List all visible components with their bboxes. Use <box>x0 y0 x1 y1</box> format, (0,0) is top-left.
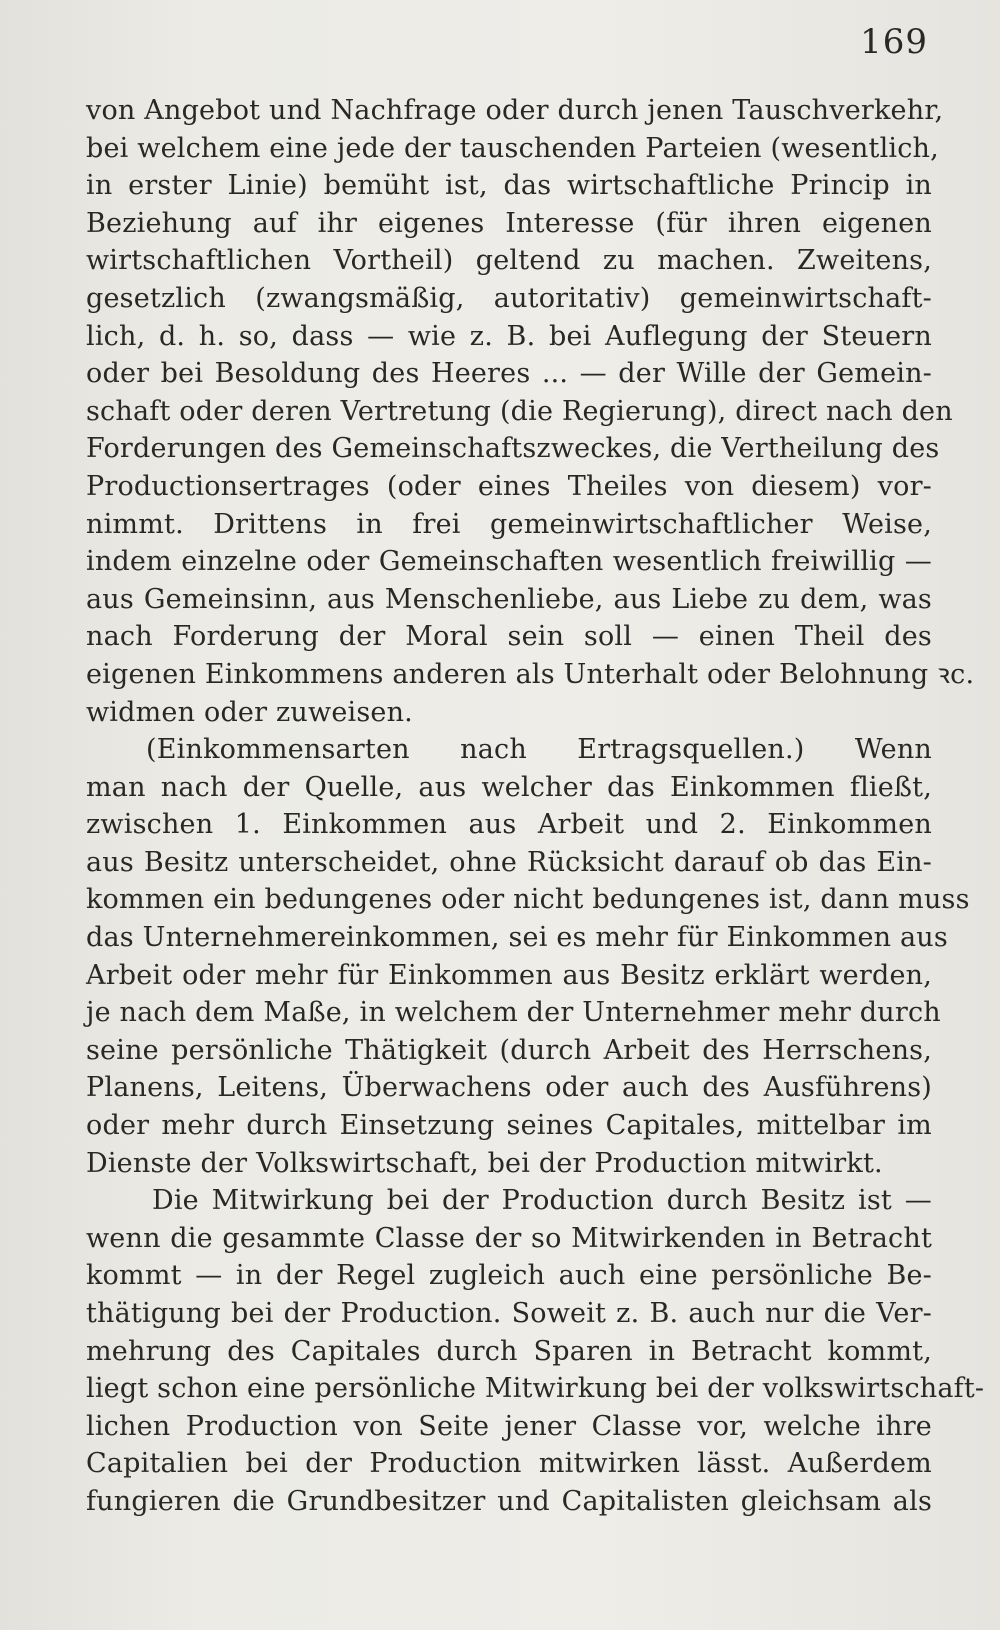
text-line: nimmt. Drittens in frei gemeinwirtschaftlicher Weise, <box>86 508 932 540</box>
text-line: Productionsertrages (oder eines Theiles von diesem) vor- <box>86 470 932 502</box>
text-line: je nach dem Maße, in welchem der Unternehmer mehr durch <box>86 997 941 1029</box>
text-line: das Unternehmereinkommen, sei es mehr für Einkommen aus <box>86 922 948 954</box>
text-line: in erster Linie) bemüht ist, das wirtschaftliche Princip in <box>86 170 932 202</box>
text-line: gesetzlich (zwangsmäßig, autoritativ) gemeinwirtschaft- <box>86 282 932 314</box>
text-line: widmen oder zuweisen. <box>86 696 413 728</box>
text-line: Beziehung auf ihr eigenes Interesse (für ihren eigenen <box>86 207 932 239</box>
text-line: bei welchem eine jede der tauschenden Parteien (wesentlich, <box>86 132 939 164</box>
text-line: aus Gemeinsinn, aus Menschenliebe, aus Liebe zu dem, was <box>86 583 932 615</box>
text-line: lich, d. h. so, dass — wie z. B. bei Auflegung der Steuern <box>86 320 932 352</box>
text-line: Forderungen des Gemeinschaftszweckes, die Vertheilung des <box>86 433 940 465</box>
text-line: kommen ein bedungenes oder nicht bedungenes ist, dann muss <box>86 884 970 916</box>
page-number: 169 <box>860 22 928 62</box>
text-line: von Angebot und Nachfrage oder durch jenen Tauschverkehr, <box>86 95 944 126</box>
text-line: lichen Production von Seite jener Classe vor, welche ihre <box>86 1410 932 1442</box>
text-line: thätigung bei der Production. Soweit z. B. auch nur die Ver- <box>86 1298 932 1329</box>
text-line: fungieren die Grundbesitzer und Capitalisten gleichsam als <box>86 1485 932 1517</box>
text-line: Arbeit oder mehr für Einkommen aus Besitz erklärt werden, <box>86 959 932 991</box>
text-line: aus Besitz unterscheidet, ohne Rücksicht darauf ob das Ein- <box>86 846 932 878</box>
text-line: oder mehr durch Einsetzung seines Capitales, mittelbar im <box>86 1110 932 1142</box>
body-text <box>86 92 985 1521</box>
text-line: zwischen 1. Einkommen aus Arbeit und 2. Einkommen <box>86 809 932 841</box>
text-line: man nach der Quelle, aus welcher das Einkommen fließt, <box>86 771 932 803</box>
text-line: eigenen Einkommens anderen als Unterhalt oder Belohnung ꝛc. <box>86 658 975 690</box>
text-line: Capitalien bei der Production mitwirken lässt. Außerdem <box>86 1448 932 1480</box>
text-line: Planens, Leitens, Überwachens oder auch des Ausführens) <box>86 1072 932 1104</box>
text-line: oder bei Besoldung des Heeres ... — der Wille der Gemein- <box>86 358 932 390</box>
text-line: Dienste der Volkswirtschaft, bei der Production mitwirkt. <box>86 1147 883 1179</box>
text-line: schaft oder deren Vertretung (die Regierung), direct nach den <box>86 395 953 427</box>
text-line: wirtschaftlichen Vortheil) geltend zu machen. Zweitens, <box>86 245 932 277</box>
section-heading-line: (Einkommensarten nach Ertragsquellen.) Wenn <box>146 734 932 766</box>
text-line: kommt — in der Regel zugleich auch eine persönliche Be- <box>86 1260 932 1292</box>
text-line: seine persönliche Thätigkeit (durch Arbeit des Herrschens, <box>86 1034 932 1066</box>
text-line: indem einzelne oder Gemeinschaften wesentlich freiwillig — <box>86 546 932 578</box>
paragraph-start-line: Die Mitwirkung bei der Production durch Besitz ist — <box>152 1185 932 1217</box>
text-line: mehrung des Capitales durch Sparen in Betracht kommt, <box>86 1335 932 1367</box>
text-line: nach Forderung der Moral sein soll — einen Theil des <box>86 621 932 653</box>
text-line: wenn die gesammte Classe der so Mitwirkenden in Betracht <box>86 1222 932 1254</box>
text-line: liegt schon eine persönliche Mitwirkung bei der volkswirtschaft- <box>86 1373 985 1405</box>
